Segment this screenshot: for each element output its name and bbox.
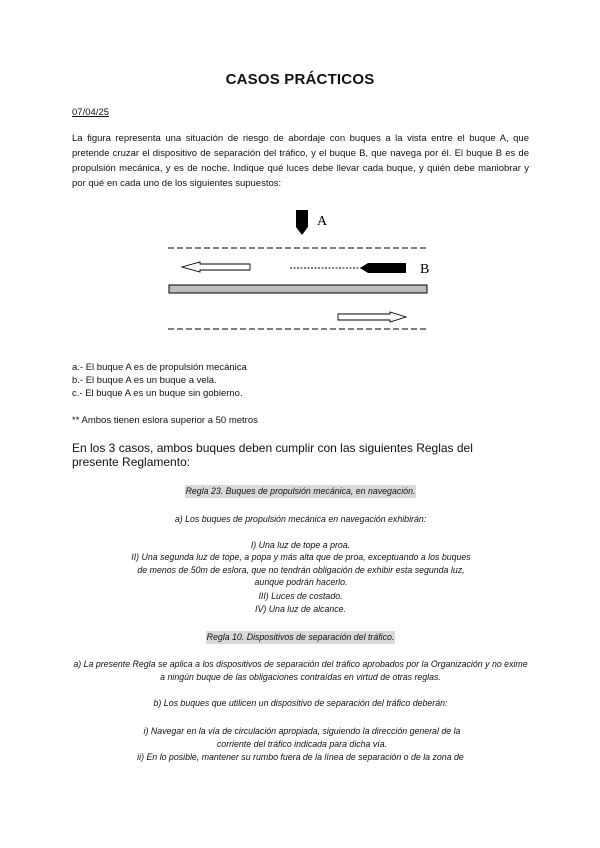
case-item: c.- El buque A es un buque sin gobierno. — [72, 388, 243, 399]
intro-paragraph: La figura representa una situación de riesgo de abordaje con buques a la vista entre el buque A, que pretende cruzar el dispositivo de separación del tráfico, y el buque B, que navega por él. El buque B es de propulsión mecánica, y es de noche. Indique qué luces debe llevar cada buque, y quién debe maniobrar y por qué en cada uno de los siguientes supuestos: — [72, 133, 529, 189]
rule-23-sub-a: a) Los buques de propulsión mecánica en navegación exhibirán: — [174, 514, 427, 524]
case-item: b.- El buque A es un buque a vela. — [72, 375, 217, 386]
case-item: a.- El buque A es de propulsión mecánica — [72, 362, 247, 373]
document-date: 07/04/25 — [72, 107, 109, 118]
westbound-lane-arrow — [182, 262, 250, 272]
rule-23-title-row — [72, 485, 529, 498]
eastbound-lane-arrow — [338, 312, 406, 322]
vessel-a-label: A — [317, 214, 328, 229]
separation-zone — [169, 285, 427, 293]
traffic-separation-figure — [160, 205, 440, 340]
rule-23-item: I) Una luz de tope a proa. — [250, 540, 351, 550]
rule-10-title: Regla 10. Dispositivos de separación del tráfico. — [206, 632, 395, 642]
rule-23-item: II) Una segunda luz de tope, a popa y más alta que de proa, exceptuando a los buques de menos de 50m de eslora, que no tendrán obligación de exhibir esta segunda luz, aunque podrán hacerlo. — [131, 552, 471, 588]
rule-23-item: III) Luces de costado. — [258, 591, 343, 601]
rule-10-item: i) Navegar en la vía de circulación apropiada, siguiendo la dirección general de la corriente del tráfico indicada para dicha vía. — [143, 726, 461, 749]
vessel-b-shape — [360, 263, 406, 273]
rule-10-sub-a: a) La presente Regla se aplica a los dispositivos de separación del tráfico aprobados por la Organización y no exime a ningún buque de las obligaciones contraídas en virtud de otras reglas. — [73, 659, 528, 682]
vessel-a-shape — [296, 210, 308, 235]
page-title: CASOS PRÁCTICOS — [225, 71, 375, 88]
rules-lead-paragraph: En los 3 casos, ambos buques deben cumplir con las siguientes Reglas del presente Reglamento: — [72, 441, 473, 469]
length-note: ** Ambos tienen eslora superior a 50 metros — [72, 415, 258, 426]
vessel-b-label: B — [420, 262, 430, 277]
rule-23-title: Regla 23. Buques de propulsión mecánica, en navegación. — [185, 486, 416, 496]
rule-23-item: IV) Una luz de alcance. — [255, 604, 346, 614]
rule-10-sub-b: b) Los buques que utilicen un dispositivo de separación del tráfico deberán: — [153, 698, 448, 708]
rule-10-item: ii) En lo posible, mantener su rumbo fuera de la línea de separación o de la zona de — [137, 752, 464, 762]
cases-list — [72, 361, 247, 400]
rule-10-title-row — [72, 631, 529, 644]
